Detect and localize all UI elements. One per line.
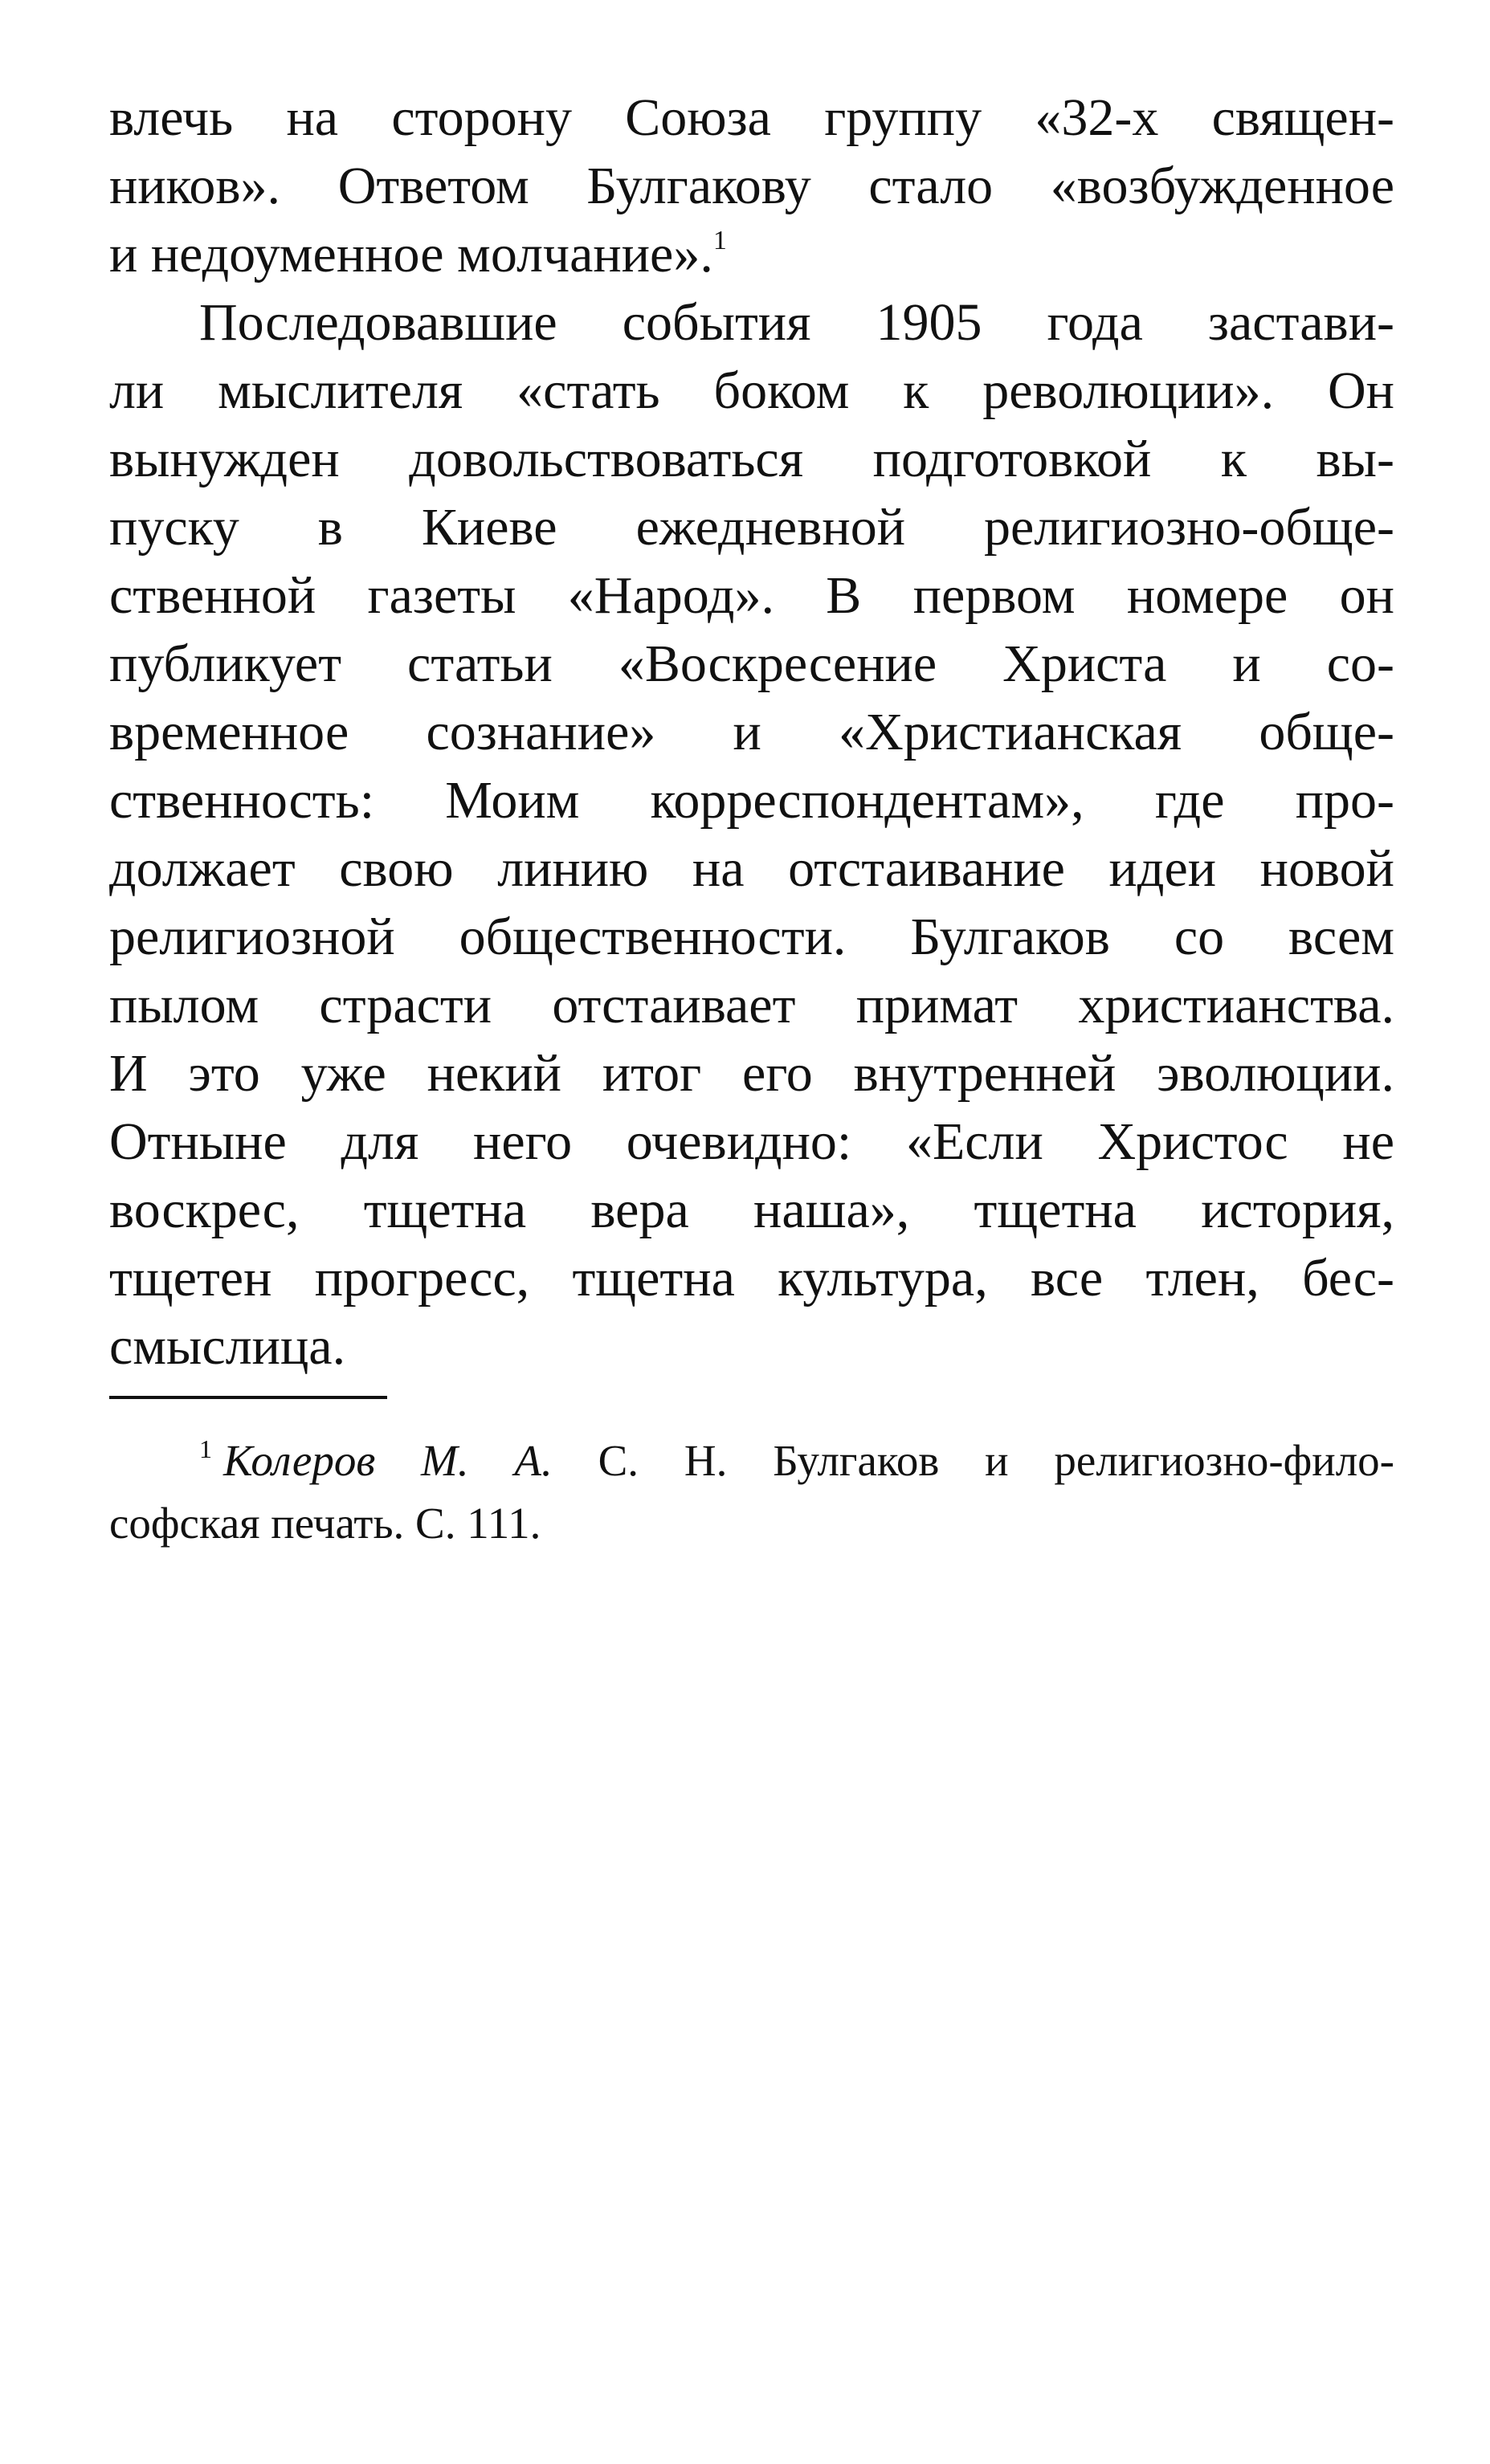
text-line: воскрес, тщетна вера наша», тщетна история, — [109, 1181, 1394, 1239]
text-line: влечь на сторону Союза группу «32-х священ- — [109, 88, 1394, 147]
footnote — [109, 1430, 1394, 1555]
footnote-divider — [109, 1396, 387, 1399]
text-line: Отныне для него очевидно: «Если Христос не — [109, 1112, 1394, 1171]
text-line: пылом страсти отстаивает примат христианства. — [109, 976, 1394, 1034]
footnote-line: софская печать. С. 111. — [109, 1499, 541, 1548]
footnote-mark: 1 — [199, 1434, 212, 1463]
text-line: ли мыслителя «стать боком к революции». Он — [109, 361, 1394, 420]
footnote-text: С. Н. Булгаков и религиозно-фило- — [552, 1436, 1394, 1485]
footnote-line — [109, 1430, 1394, 1492]
text-line: тщетен прогресс, тщетна культура, все тлен, бес- — [109, 1249, 1394, 1307]
body-text — [109, 84, 1394, 1381]
footnote-reference: 1 — [712, 226, 727, 255]
text-line-content: и недоуменное молчание». — [109, 225, 713, 284]
text-line: публикует статьи «Воскресение Христа и со- — [109, 634, 1394, 693]
text-line: И это уже некий итог его внутренней эволюции. — [109, 1044, 1394, 1103]
footnote-author: Колеров М. А. — [223, 1436, 553, 1485]
text-line: религиозной общественности. Булгаков со всем — [109, 908, 1394, 966]
text-line: вынужден довольствоваться подготовкой к вы- — [109, 430, 1394, 488]
text-line: временное сознание» и «Христианская обще- — [109, 703, 1394, 761]
text-line-with-footnote — [109, 220, 1394, 288]
text-line: смыслица. — [109, 1317, 346, 1376]
text-line: пуску в Киеве ежедневной религиозно-обще- — [109, 498, 1394, 557]
text-line: ников». Ответом Булгакову стало «возбужденное — [109, 157, 1394, 215]
paragraph-first-line: Последовавшие события 1905 года застави- — [199, 293, 1394, 352]
text-line: ственность: Моим корреспондентам», где про- — [109, 771, 1394, 830]
text-line: должает свою линию на отстаивание идеи новой — [109, 839, 1394, 898]
text-line: ственной газеты «Народ». В первом номере он — [109, 566, 1394, 625]
